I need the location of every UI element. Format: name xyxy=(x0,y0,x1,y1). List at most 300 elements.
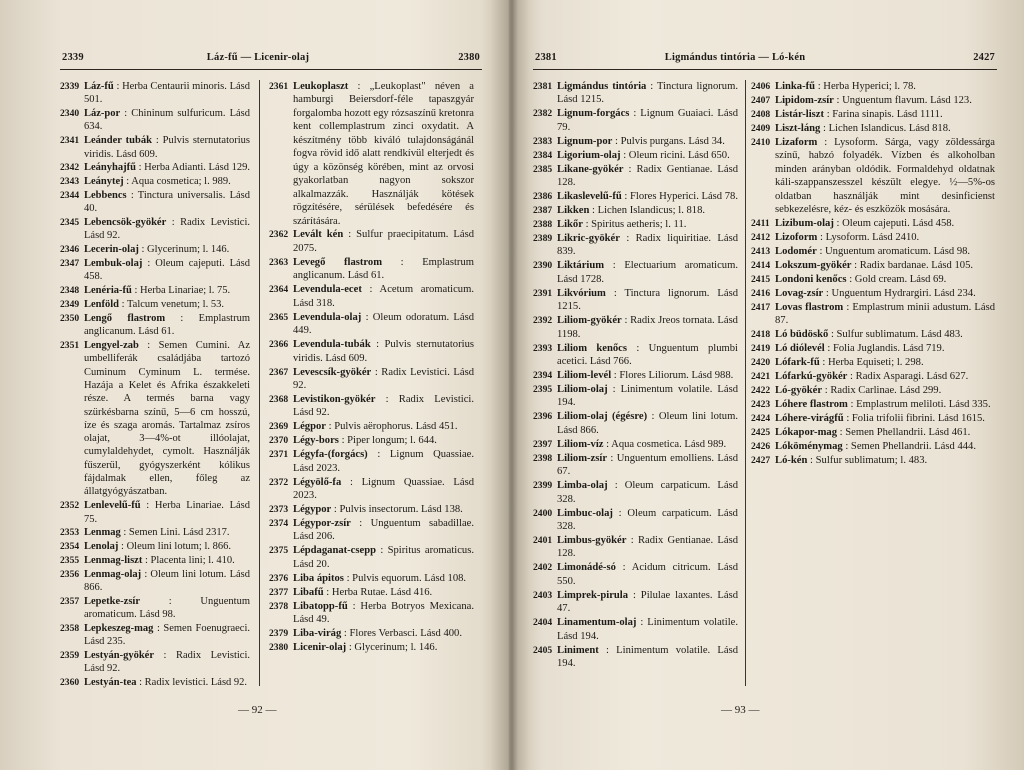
dictionary-entry xyxy=(60,526,250,539)
entry-headword: Lenmag-liszt xyxy=(84,554,143,566)
entry-headword: Lenolaj xyxy=(84,541,119,553)
entry-number: 2360 xyxy=(60,677,80,689)
entry-headword: Likane-gyökér xyxy=(557,163,624,175)
entry-number: 2362 xyxy=(269,229,289,241)
left-column-2 xyxy=(269,80,474,655)
dictionary-entry xyxy=(60,134,250,161)
entry-number: 2394 xyxy=(533,370,553,382)
entry-definition: : Folia Juglandis. Lásd 719. xyxy=(827,343,945,355)
entry-number: 2419 xyxy=(751,343,771,355)
dictionary-entry xyxy=(533,561,738,588)
entry-number: 2357 xyxy=(60,595,80,607)
entry-headword: Liba ápitos xyxy=(293,572,344,584)
dictionary-entry xyxy=(751,328,995,341)
entry-definition: : Semen Phellandrii. Lásd 461. xyxy=(839,426,971,438)
right-page xyxy=(515,0,1024,770)
entry-number: 2377 xyxy=(269,586,289,598)
dictionary-entry xyxy=(60,540,250,553)
entry-number: 2396 xyxy=(533,411,553,423)
entry-headword: Lestyán-tea xyxy=(84,677,137,689)
entry-definition: : Sulfur praecipitatum. Lásd 2075. xyxy=(293,229,474,254)
dictionary-entry xyxy=(533,616,738,643)
entry-number: 2376 xyxy=(269,572,289,584)
entry-definition: : Oleum lini lotum. Lásd 866. xyxy=(557,411,738,436)
entry-headword: Liliom-víz xyxy=(557,438,604,450)
entry-definition: : Oleum carpaticum. Lásd 328. xyxy=(557,507,738,532)
entry-definition: : Lysoform. Lásd 2410. xyxy=(820,231,920,243)
entry-definition: : Unguentum Hydrargiri. Lásd 234. xyxy=(825,287,976,299)
entry-number: 2400 xyxy=(533,507,553,519)
entry-number: 2341 xyxy=(60,135,80,147)
entry-headword: Láz-por xyxy=(84,108,121,120)
entry-headword: Lignum-forgács xyxy=(557,108,630,120)
entry-number: 2352 xyxy=(60,500,80,512)
entry-definition: : Acetum aromaticum. Lásd 318. xyxy=(293,284,474,309)
entry-definition: : Pulvis insectorum. Lásd 138. xyxy=(333,504,463,516)
entry-definition: : Folia trifolii fibrini. Lásd 1615. xyxy=(846,412,985,424)
entry-definition: : Radix Levistici. Lásd 92. xyxy=(84,650,250,675)
entry-headword: Libatopp-fű xyxy=(293,600,348,612)
entry-headword: Likaslevelű-fű xyxy=(557,191,622,203)
entry-definition: : Linimentum volatile. Lásd 194. xyxy=(557,383,738,409)
entry-definition: : „Leukoplast" néven a hamburgi Beiersdorf-féle tapaszgyár forgalomba hozott egy rózsaszínű kretonra kent collemplastrum zinci oxydatit. A készítmény több kiváló tulajdonságánál fogva rövid idő alatt rendkívül elterjedt és úgy a közönség körében, mint az orvosi gyakorlatban nagyon sokszor alkalmazzák. Használják kötések rögzítésére, sérülések befedésére és szárítására. xyxy=(293,81,475,227)
entry-number: 2345 xyxy=(60,217,80,229)
entry-number: 2373 xyxy=(269,504,289,516)
entry-definition: : Chininum sulfuricum. Lásd 634. xyxy=(84,108,250,133)
entry-definition: : Herba Linariae; l. 75. xyxy=(134,285,231,297)
entry-number: 2358 xyxy=(60,623,80,634)
dictionary-entry xyxy=(60,161,250,174)
gutter-shadow xyxy=(490,0,530,770)
entry-number: 2405 xyxy=(533,644,553,656)
entry-headword: Lizoform xyxy=(775,231,818,243)
dictionary-entry xyxy=(533,218,738,231)
dictionary-entry xyxy=(751,273,995,286)
entry-definition: : Tinctura lignorum. Lásd 1215. xyxy=(557,81,738,106)
entry-definition: : Gold cream. Lásd 69. xyxy=(849,273,947,285)
right-page-number: — 93 — xyxy=(721,704,760,716)
entry-definition: : Talcum venetum; l. 53. xyxy=(121,299,224,310)
entry-headword: Liszt-láng xyxy=(775,122,821,134)
entry-headword: Lenlevelű-fű xyxy=(84,500,141,512)
entry-number: 2414 xyxy=(751,259,771,271)
dictionary-entry xyxy=(533,644,738,671)
dictionary-entry xyxy=(751,136,995,217)
dictionary-entry xyxy=(533,190,738,203)
dictionary-entry xyxy=(60,243,250,256)
entry-headword: Lófarkú-gyökér xyxy=(775,371,848,383)
entry-headword: Lépdaganat-csepp xyxy=(293,545,376,557)
dictionary-entry xyxy=(269,448,474,475)
entry-number: 2375 xyxy=(269,545,289,557)
entry-headword: Lokszum-gyökér xyxy=(775,259,852,271)
right-header-end-number: 2427 xyxy=(973,52,995,63)
dictionary-entry xyxy=(60,312,250,339)
left-page xyxy=(0,0,505,770)
entry-definition: : Unguentum flavum. Lásd 123. xyxy=(836,94,972,106)
dictionary-entry xyxy=(533,204,738,217)
entry-number: 2343 xyxy=(60,176,80,188)
entry-definition: : Pulvis equorum. Lásd 108. xyxy=(346,572,467,584)
dictionary-entry xyxy=(751,259,995,272)
entry-number: 2416 xyxy=(751,287,771,299)
entry-headword: Levendula-olaj xyxy=(293,311,362,323)
entry-headword: Limbuc-olaj xyxy=(557,507,613,519)
entry-definition: : Oleum lini lotum; l. 866. xyxy=(121,541,232,553)
entry-headword: Lebencsök-gyökér xyxy=(84,217,167,229)
entry-definition: : Unguentum plumbi acetici. Lásd 766. xyxy=(557,342,738,368)
dictionary-entry xyxy=(269,503,474,516)
entry-headword: Lovag-zsír xyxy=(775,287,824,299)
dictionary-entry xyxy=(533,80,738,107)
entry-headword: Listár-liszt xyxy=(775,108,825,120)
entry-definition: : Radix Levistici. Lásd 92. xyxy=(84,217,250,242)
dictionary-entry xyxy=(533,259,738,286)
entry-headword: Lóköménymag xyxy=(775,440,843,452)
entry-definition: : Unguentum aromaticum. Lásd 98. xyxy=(84,595,251,621)
entry-headword: Libafű xyxy=(293,586,324,598)
entry-definition: : Linimentum volatile. Lásd 194. xyxy=(557,617,738,642)
entry-headword: Lóhere flastrom xyxy=(775,398,848,410)
entry-number: 2402 xyxy=(533,562,553,574)
entry-number: 2363 xyxy=(269,256,289,268)
entry-definition: : Tinctura lignorum. Lásd 1215. xyxy=(557,287,738,313)
entry-definition: : Glycerinum; l. 146. xyxy=(348,642,438,654)
entry-definition: : Spiritus aromaticus. Lásd 20. xyxy=(293,545,474,570)
entry-headword: Lenmag xyxy=(84,527,121,539)
entry-number: 2339 xyxy=(60,81,80,92)
entry-definition: : Electuarium aromaticum. Lásd 1728. xyxy=(557,260,738,285)
entry-headword: Lembuk-olaj xyxy=(84,258,143,270)
entry-headword: Lodomér xyxy=(775,245,817,257)
right-column-divider xyxy=(745,80,746,686)
entry-number: 2349 xyxy=(60,299,80,310)
entry-number: 2382 xyxy=(533,108,553,120)
entry-number: 2366 xyxy=(269,339,289,351)
dictionary-entry xyxy=(269,586,474,599)
entry-number: 2418 xyxy=(751,329,771,341)
entry-headword: Lenmag-olaj xyxy=(84,568,142,580)
dictionary-entry xyxy=(751,440,995,453)
dictionary-entry xyxy=(60,284,250,297)
dictionary-entry xyxy=(269,228,474,255)
dictionary-entry xyxy=(533,534,738,561)
entry-number: 2417 xyxy=(751,301,771,313)
dictionary-entry xyxy=(269,544,474,571)
entry-headword: Liliom-olaj xyxy=(557,383,608,395)
entry-number: 2368 xyxy=(269,393,289,405)
dictionary-entry xyxy=(60,568,250,595)
entry-headword: Lókapor-mag xyxy=(775,426,837,438)
entry-definition: : Lichen Islandicus; l. 818. xyxy=(592,205,706,217)
entry-headword: Levegő flastrom xyxy=(293,256,383,268)
entry-definition: : Spiritus aetheris; l. 11. xyxy=(585,219,687,231)
entry-headword: Levált kén xyxy=(293,229,344,241)
left-column-divider xyxy=(259,80,260,686)
entry-headword: Lovas flastrom xyxy=(775,301,844,313)
entry-headword: Limprek-pirula xyxy=(557,589,629,601)
dictionary-entry xyxy=(60,595,250,622)
entry-headword: Láz-fű xyxy=(84,81,114,92)
entry-definition: : Acidum citricum. Lásd 550. xyxy=(557,562,738,587)
entry-definition: : Oleum odoratum. Lásd 449. xyxy=(293,311,474,337)
dictionary-entry xyxy=(269,434,474,447)
entry-number: 2401 xyxy=(533,534,553,546)
entry-headword: Légyölő-fa xyxy=(293,476,342,488)
entry-number: 2425 xyxy=(751,426,771,438)
entry-headword: Légpor xyxy=(293,421,326,433)
entry-definition: : Radix Levistici. Lásd 92. xyxy=(293,366,474,391)
entry-headword: Lepetke-zsír xyxy=(84,595,140,607)
entry-definition: : Flores Hyperici. Lásd 78. xyxy=(624,191,738,203)
entry-definition: : Herba Rutae. Lásd 416. xyxy=(326,586,433,598)
entry-definition: : Lignum Guaiaci. Lásd 79. xyxy=(557,108,738,133)
dictionary-entry xyxy=(751,80,995,93)
entry-definition: : Flores Verbasci. Lásd 400. xyxy=(343,628,463,640)
dictionary-entry xyxy=(751,398,995,411)
dictionary-entry xyxy=(533,163,738,190)
left-page-number: — 92 — xyxy=(238,704,277,716)
entry-headword: Lizibum-olaj xyxy=(775,218,834,230)
entry-number: 2410 xyxy=(751,136,771,148)
entry-definition: : Farina sinapis. Lásd 1111. xyxy=(826,108,943,120)
entry-number: 2385 xyxy=(533,163,553,175)
right-header-start-number: 2381 xyxy=(535,52,557,63)
entry-number: 2409 xyxy=(751,122,771,134)
entry-headword: Ló-kén xyxy=(775,454,808,466)
entry-number: 2406 xyxy=(751,81,771,92)
entry-number: 2350 xyxy=(60,312,80,324)
entry-number: 2365 xyxy=(269,311,289,323)
entry-headword: Lecerin-olaj xyxy=(84,244,139,256)
entry-number: 2421 xyxy=(751,371,771,383)
dictionary-entry xyxy=(269,283,474,310)
entry-headword: Lenföld xyxy=(84,299,120,310)
entry-headword: Limbus-gyökér xyxy=(557,534,627,546)
entry-number: 2346 xyxy=(60,244,80,256)
dictionary-entry xyxy=(60,257,250,284)
entry-definition: : Radix levistici. Lásd 92. xyxy=(139,677,248,689)
entry-number: 2374 xyxy=(269,518,289,529)
left-header-rule xyxy=(60,69,482,70)
entry-headword: Levendula-tubák xyxy=(293,339,371,351)
dictionary-entry xyxy=(533,452,738,479)
entry-definition: : Tinctura universalis. Lásd 40. xyxy=(84,190,251,215)
entry-headword: Liliom-gyökér xyxy=(557,315,622,327)
entry-number: 2387 xyxy=(533,205,553,217)
entry-number: 2411 xyxy=(751,218,770,230)
dictionary-entry xyxy=(533,383,738,410)
entry-number: 2392 xyxy=(533,315,553,327)
entry-definition: : Oleum ricini. Lásd 650. xyxy=(623,149,730,161)
dictionary-entry xyxy=(751,384,995,397)
entry-definition: : Sulfur sublimatum. Lásd 483. xyxy=(830,329,963,341)
entry-number: 2348 xyxy=(60,285,80,297)
dictionary-entry xyxy=(269,338,474,365)
left-header-start-number: 2339 xyxy=(62,52,84,63)
dictionary-entry xyxy=(751,426,995,439)
dictionary-entry xyxy=(751,94,995,107)
entry-definition: : Lysoform. Sárga, vagy zöldessárga színű, habzó folyadék. Vízben és alkoholban minden arányban oldódik. Formaldehyd oldatnak káli-szappanszesszel készült elegye. ½—5%-os oldatban használják mint desinficienst sebkezelésre, kéz- és eszközök mosására. xyxy=(775,136,995,216)
entry-headword: Likvórium xyxy=(557,287,606,299)
entry-number: 2426 xyxy=(751,440,771,452)
entry-number: 2380 xyxy=(269,642,289,654)
dictionary-entry xyxy=(751,217,995,230)
entry-number: 2340 xyxy=(60,108,80,120)
entry-number: 2371 xyxy=(269,449,289,461)
entry-number: 2403 xyxy=(533,589,553,601)
entry-definition: : Radix Levistici. Lásd 92. xyxy=(293,393,475,419)
dictionary-entry xyxy=(269,393,474,420)
dictionary-entry xyxy=(533,410,738,437)
entry-headword: Ló-gyökér xyxy=(775,384,823,396)
dictionary-entry xyxy=(269,311,474,338)
entry-headword: Légypor xyxy=(293,504,332,516)
dictionary-entry xyxy=(60,216,250,243)
dictionary-entry xyxy=(269,256,474,283)
entry-definition: : Radix Asparagi. Lásd 627. xyxy=(850,371,969,383)
entry-number: 2424 xyxy=(751,412,771,424)
entry-headword: Lófark-fű xyxy=(775,357,820,369)
entry-headword: Londoni kenőcs xyxy=(775,273,847,285)
entry-number: 2422 xyxy=(751,384,771,396)
dictionary-entry xyxy=(533,314,738,341)
entry-number: 2378 xyxy=(269,600,289,612)
entry-definition: : Semen Cumini. Az umbelliferák családjába tartozó Cuminum Cyminum L. termése. Hazája a Kelet és Afrika északkeleti része. A termés barna vagy szürkésbarna színű, 5—6 cm hosszú, íze és szaga aromás. Tartalmaz zsíros olajat, 3—4%-ot illóolajat, cumylaldehydet, cymolt. Használják fűszerül, gyógyszerként kólikus fájdalmak ellen, főleg az állatgyógyászatban. xyxy=(84,339,250,498)
right-header-title: Ligmándus tintória — Ló-kén xyxy=(664,52,806,63)
entry-definition: : Unguentum emolliens. Lásd 67. xyxy=(557,452,739,478)
dictionary-entry xyxy=(533,149,738,162)
entry-headword: Likken xyxy=(557,205,590,217)
entry-definition: : Herba Linariae. Lásd 75. xyxy=(84,500,250,525)
entry-definition: : Radix Gentianae. Lásd 128. xyxy=(557,163,738,189)
dictionary-entry xyxy=(751,356,995,369)
entry-definition: : Radix Gentianae. Lásd 128. xyxy=(557,534,738,560)
entry-number: 2395 xyxy=(533,383,553,395)
entry-headword: Légypor-zsír xyxy=(293,518,351,529)
dictionary-entry xyxy=(60,80,250,107)
entry-headword: Lengyel-zab xyxy=(84,339,139,351)
entry-definition: : Pulvis purgans. Lásd 34. xyxy=(615,135,725,147)
entry-number: 2398 xyxy=(533,452,553,464)
entry-definition: : Oleum cajeputi. Lásd 458. xyxy=(84,258,251,283)
entry-headword: Lestyán-gyökér xyxy=(84,650,154,662)
entry-number: 2356 xyxy=(60,568,80,580)
entry-number: 2413 xyxy=(751,245,771,257)
entry-number: 2354 xyxy=(60,541,80,553)
entry-definition: : Semen Lini. Lásd 2317. xyxy=(123,527,230,539)
entry-number: 2412 xyxy=(751,231,771,243)
entry-number: 2423 xyxy=(751,398,771,410)
entry-definition: : Piper longum; l. 644. xyxy=(341,435,437,447)
entry-headword: Linamentum-olaj xyxy=(557,617,637,629)
entry-definition: : Herba Equiseti; l. 298. xyxy=(822,357,924,369)
entry-definition: : Sulfur sublimatum; l. 483. xyxy=(810,454,928,466)
entry-definition: : Pulvis sternutatorius viridis. Lásd 609. xyxy=(293,339,474,364)
dictionary-entry xyxy=(533,287,738,314)
left-column-1 xyxy=(60,80,250,690)
entry-number: 2404 xyxy=(533,617,553,629)
entry-headword: Lenéria-fű xyxy=(84,285,132,297)
dictionary-entry xyxy=(60,298,250,311)
dictionary-entry xyxy=(269,366,474,393)
entry-number: 2386 xyxy=(533,191,553,203)
dictionary-entry xyxy=(751,108,995,121)
entry-headword: Lebbencs xyxy=(84,190,127,201)
entry-headword: Liktárium xyxy=(557,260,605,272)
dictionary-entry xyxy=(269,572,474,585)
entry-definition: : Radix Jreos tornata. Lásd 1198. xyxy=(557,315,738,340)
entry-definition: : Lichen Islandicus. Lásd 818. xyxy=(822,122,951,134)
entry-headword: Levescsík-gyökér xyxy=(293,366,372,378)
dictionary-entry xyxy=(533,232,738,259)
entry-headword: Légyfa-(forgács) xyxy=(293,449,368,461)
dictionary-entry xyxy=(533,135,738,148)
entry-number: 2427 xyxy=(751,454,771,466)
entry-definition: : Radix bardanae. Lásd 105. xyxy=(854,259,974,271)
entry-number: 2389 xyxy=(533,232,553,244)
entry-number: 2372 xyxy=(269,476,289,488)
dictionary-entry xyxy=(269,517,474,544)
entry-definition: : Herba Botryos Mexicana. Lásd 49. xyxy=(293,600,474,626)
dictionary-entry xyxy=(533,369,738,382)
entry-headword: Ló büdöskő xyxy=(775,329,829,341)
entry-definition: : Herba Hyperici; l. 78. xyxy=(817,81,916,92)
dictionary-entry xyxy=(751,454,995,467)
entry-number: 2407 xyxy=(751,94,771,106)
dictionary-entry xyxy=(60,499,250,526)
entry-headword: Leukoplaszt xyxy=(293,81,349,92)
entry-number: 2390 xyxy=(533,260,553,272)
entry-headword: Lengő flastrom xyxy=(84,312,166,324)
entry-number: 2361 xyxy=(269,81,289,92)
entry-number: 2381 xyxy=(533,81,553,92)
left-header-title: Láz-fű — Licenir-olaj xyxy=(206,52,310,63)
entry-number: 2379 xyxy=(269,628,289,640)
dictionary-entry xyxy=(60,676,250,689)
dictionary-entry xyxy=(533,507,738,534)
entry-headword: Linka-fű xyxy=(775,81,816,92)
entry-number: 2342 xyxy=(60,162,80,174)
dictionary-entry xyxy=(751,412,995,425)
entry-definition: : Semen Phellandrii. Lásd 444. xyxy=(845,440,976,452)
entry-number: 2359 xyxy=(60,650,80,662)
entry-headword: Likőr xyxy=(557,219,583,231)
dictionary-entry xyxy=(751,245,995,258)
dictionary-entry xyxy=(751,231,995,244)
entry-definition: : Glycerinum; l. 146. xyxy=(141,244,230,256)
entry-number: 2344 xyxy=(60,190,80,201)
entry-definition: : Pulvis sternutatorius viridis. Lásd 609. xyxy=(84,135,250,160)
entry-number: 2355 xyxy=(60,554,80,566)
entry-definition: : Radix liquiritiae. Lásd 839. xyxy=(557,232,738,258)
entry-definition: : Oleum lini lotum. Lásd 866. xyxy=(84,568,250,594)
entry-definition: : Herba Centaurii minoris. Lásd 501. xyxy=(84,81,251,106)
entry-headword: Limonádé-só xyxy=(557,562,616,574)
entry-definition: : Semen Foenugraeci. Lásd 235. xyxy=(84,623,251,648)
left-header-end-number: 2380 xyxy=(458,52,480,63)
dictionary-entry xyxy=(533,342,738,369)
dictionary-entry xyxy=(60,107,250,134)
dictionary-entry xyxy=(751,370,995,383)
entry-headword: Lizaform xyxy=(775,136,818,148)
entry-definition: : Radix Carlinae. Lásd 299. xyxy=(824,384,942,396)
entry-definition: : Flores Liliorum. Lásd 988. xyxy=(613,370,734,382)
entry-definition: : Pilulae laxantes. Lásd 47. xyxy=(557,589,738,615)
entry-number: 2420 xyxy=(751,357,771,369)
entry-headword: Liliom-olaj (égésre) xyxy=(557,411,648,423)
entry-headword: Lóhere-virágfű xyxy=(775,412,844,424)
